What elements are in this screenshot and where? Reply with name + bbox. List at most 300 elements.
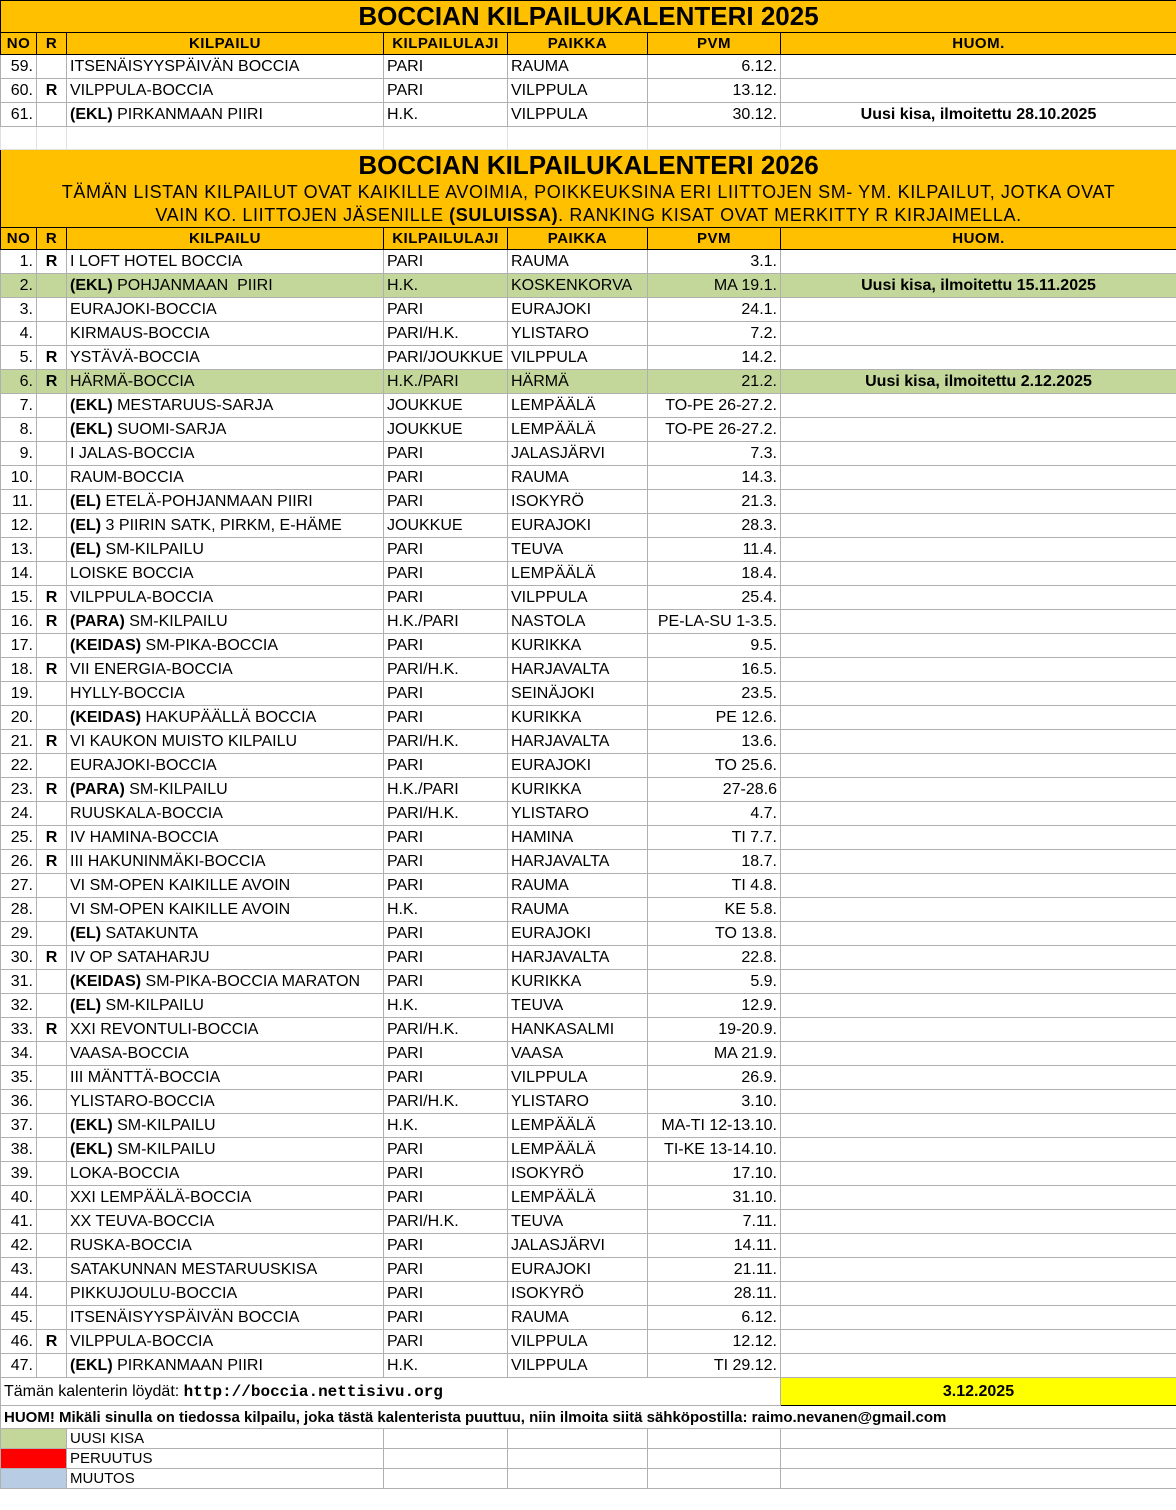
competition-type: PARI/H.K.	[384, 730, 508, 754]
table-row	[1, 346, 1176, 370]
remark	[781, 682, 1176, 706]
row-number: 1.	[1, 250, 37, 274]
competition-title: RAUM-BOCCIA	[70, 468, 184, 486]
competition-title: RUSKA-BOCCIA	[70, 1236, 192, 1254]
competition-type: PARI	[384, 55, 508, 79]
competition-date: TO 25.6.	[648, 754, 781, 778]
remark	[781, 1042, 1176, 1066]
table-row	[1, 490, 1176, 514]
table-row	[1, 1210, 1176, 1234]
subtitle-line-2b: (SULUISSA)	[449, 205, 559, 225]
row-number: 35.	[1, 1066, 37, 1090]
calendar-url-link[interactable]: http://boccia.nettisivu.org	[183, 1382, 443, 1401]
competition-date: 21.3.	[648, 490, 781, 514]
venue: ISOKYRÖ	[508, 490, 648, 514]
competition-title: PIRKANMAAN PIIRI	[112, 1356, 263, 1374]
venue: RAUMA	[508, 898, 648, 922]
competition-date: 18.4.	[648, 562, 781, 586]
table-row	[1, 55, 1176, 79]
col-header-r: R	[37, 33, 67, 55]
table-row	[1, 682, 1176, 706]
competition-type: PARI/H.K.	[384, 1210, 508, 1234]
row-number: 60.	[1, 79, 37, 103]
table-row	[1, 1042, 1176, 1066]
federation-prefix: (KEIDAS)	[70, 972, 142, 990]
table-row	[1, 874, 1176, 898]
competition-title: I JALAS-BOCCIA	[70, 444, 195, 462]
title-2025: BOCCIAN KILPAILUKALENTERI 2025	[1, 1, 1176, 33]
venue: KURIKKA	[508, 778, 648, 802]
remark: Uusi kisa, ilmoitettu 28.10.2025	[781, 103, 1176, 127]
competition-type: PARI	[384, 922, 508, 946]
row-number: 3.	[1, 298, 37, 322]
competition-name	[67, 1066, 384, 1090]
competition-title: SUOMI-SARJA	[112, 420, 227, 438]
remark	[781, 634, 1176, 658]
competition-type: PARI/H.K.	[384, 658, 508, 682]
competition-name	[67, 1162, 384, 1186]
row-number: 9.	[1, 442, 37, 466]
competition-title: SM-KILPAILU	[112, 1140, 216, 1158]
ranking-mark	[37, 706, 67, 730]
competition-name	[67, 514, 384, 538]
competition-title: SM-KILPAILU	[124, 780, 228, 798]
competition-title: 3 PIIRIN SATK, PIRKM, E-HÄME	[101, 516, 342, 534]
competition-type: PARI/JOUKKUE	[384, 346, 508, 370]
competition-date: TI 7.7.	[648, 826, 781, 850]
competition-type: PARI	[384, 1162, 508, 1186]
competition-name	[67, 898, 384, 922]
remark	[781, 1234, 1176, 1258]
ranking-mark	[37, 1090, 67, 1114]
ranking-mark	[37, 1210, 67, 1234]
table-row	[1, 586, 1176, 610]
venue: KOSKENKORVA	[508, 274, 648, 298]
competition-title: ITSENÄISYYSPÄIVÄN BOCCIA	[70, 1308, 300, 1326]
competition-name	[67, 1090, 384, 1114]
remark	[781, 55, 1176, 79]
remark	[781, 298, 1176, 322]
venue: VILPPULA	[508, 103, 648, 127]
venue: VILPPULA	[508, 346, 648, 370]
venue: ISOKYRÖ	[508, 1282, 648, 1306]
competition-name	[67, 634, 384, 658]
competition-title: VILPPULA-BOCCIA	[70, 588, 214, 606]
competition-type: PARI	[384, 1066, 508, 1090]
remark	[781, 1306, 1176, 1330]
venue: ISOKYRÖ	[508, 1162, 648, 1186]
competition-name	[67, 1258, 384, 1282]
venue: KURIKKA	[508, 970, 648, 994]
row-number: 25.	[1, 826, 37, 850]
col-header-paikka: PAIKKA	[508, 33, 648, 55]
row-number: 32.	[1, 994, 37, 1018]
venue: RAUMA	[508, 55, 648, 79]
remark	[781, 1186, 1176, 1210]
ranking-mark	[37, 1114, 67, 1138]
competition-name	[67, 970, 384, 994]
remark	[781, 802, 1176, 826]
remark	[781, 1282, 1176, 1306]
remark	[781, 466, 1176, 490]
federation-prefix: (EKL)	[70, 396, 113, 414]
row-number: 2.	[1, 274, 37, 298]
footer-row	[1, 1378, 1176, 1406]
row-number: 31.	[1, 970, 37, 994]
competition-date: 6.12.	[648, 55, 781, 79]
row-number: 19.	[1, 682, 37, 706]
competition-title: SM-KILPAILU	[101, 996, 204, 1014]
ranking-mark	[37, 1066, 67, 1090]
ranking-mark	[37, 394, 67, 418]
competition-type: H.K.	[384, 898, 508, 922]
remark	[781, 1330, 1176, 1354]
competition-type: H.K.	[384, 1354, 508, 1378]
ranking-mark	[37, 1186, 67, 1210]
venue: HAMINA	[508, 826, 648, 850]
ranking-mark: R	[37, 826, 67, 850]
competition-name	[67, 874, 384, 898]
table-row	[1, 922, 1176, 946]
ranking-mark	[37, 898, 67, 922]
legend-swatch-new	[1, 1429, 67, 1449]
competition-name	[67, 538, 384, 562]
row-number: 61.	[1, 103, 37, 127]
competition-name	[67, 55, 384, 79]
competition-type: PARI/H.K.	[384, 1090, 508, 1114]
competition-title: III HAKUNINMÄKI-BOCCIA	[70, 852, 266, 870]
competition-date: PE-LA-SU 1-3.5.	[648, 610, 781, 634]
row-number: 36.	[1, 1090, 37, 1114]
row-number: 42.	[1, 1234, 37, 1258]
competition-type: PARI	[384, 874, 508, 898]
row-number: 37.	[1, 1114, 37, 1138]
missing-competition-note: HUOM! Mikäli sinulla on tiedossa kilpailu, joka tästä kalenterista puuttuu, niin ilmoita siitä sähköpostilla: raimo.nevanen@gmail.com	[1, 1406, 1176, 1429]
ranking-mark	[37, 298, 67, 322]
competition-title: RUUSKALA-BOCCIA	[70, 804, 223, 822]
legend-label-new: UUSI KISA	[67, 1429, 384, 1449]
remark: Uusi kisa, ilmoitettu 15.11.2025	[781, 274, 1176, 298]
competition-name	[67, 946, 384, 970]
legend-row-cancel	[1, 1449, 1176, 1469]
remark	[781, 778, 1176, 802]
remark: Uusi kisa, ilmoitettu 2.12.2025	[781, 370, 1176, 394]
row-number: 20.	[1, 706, 37, 730]
competition-date: 7.3.	[648, 442, 781, 466]
competition-date: 12.9.	[648, 994, 781, 1018]
competition-type: PARI	[384, 1138, 508, 1162]
competition-type: PARI	[384, 562, 508, 586]
competition-date: MA 19.1.	[648, 274, 781, 298]
ranking-mark	[37, 1138, 67, 1162]
row-number: 16.	[1, 610, 37, 634]
competition-title: HYLLY-BOCCIA	[70, 684, 185, 702]
competition-date: 14.2.	[648, 346, 781, 370]
table-row	[1, 1234, 1176, 1258]
venue: LEMPÄÄLÄ	[508, 1138, 648, 1162]
competition-type: PARI	[384, 1306, 508, 1330]
competition-date: 14.3.	[648, 466, 781, 490]
competition-date: TI 29.12.	[648, 1354, 781, 1378]
competition-type: PARI	[384, 298, 508, 322]
competition-type: H.K./PARI	[384, 778, 508, 802]
ranking-mark: R	[37, 850, 67, 874]
competition-type: JOUKKUE	[384, 418, 508, 442]
competition-title: I LOFT HOTEL BOCCIA	[70, 252, 243, 270]
competition-date: 3.10.	[648, 1090, 781, 1114]
competition-title: ITSENÄISYYSPÄIVÄN BOCCIA	[70, 57, 300, 75]
table-row	[1, 1306, 1176, 1330]
venue: VILPPULA	[508, 1354, 648, 1378]
competition-date: 7.2.	[648, 322, 781, 346]
competition-type: PARI	[384, 466, 508, 490]
competition-title: VAASA-BOCCIA	[70, 1044, 189, 1062]
row-number: 6.	[1, 370, 37, 394]
subtitle-line-2c: . RANKING KISAT OVAT MERKITTY R KIRJAIMELLA.	[558, 205, 1022, 225]
venue: TEUVA	[508, 1210, 648, 1234]
competition-title: HÄRMÄ-BOCCIA	[70, 372, 195, 390]
table-row	[1, 250, 1176, 274]
table-row	[1, 79, 1176, 103]
table-row	[1, 1186, 1176, 1210]
ranking-mark	[37, 1354, 67, 1378]
row-number: 15.	[1, 586, 37, 610]
ranking-mark: R	[37, 250, 67, 274]
col-header-kilpailu: KILPAILU	[67, 33, 384, 55]
venue: LEMPÄÄLÄ	[508, 1114, 648, 1138]
row-number: 7.	[1, 394, 37, 418]
competition-name	[67, 490, 384, 514]
competition-name	[67, 922, 384, 946]
ranking-mark	[37, 103, 67, 127]
remark	[781, 1258, 1176, 1282]
venue: TEUVA	[508, 538, 648, 562]
competition-title: VILPPULA-BOCCIA	[70, 1332, 214, 1350]
table-row	[1, 826, 1176, 850]
competition-name	[67, 322, 384, 346]
competition-date: 4.7.	[648, 802, 781, 826]
table-row	[1, 418, 1176, 442]
competition-title: III MÄNTTÄ-BOCCIA	[70, 1068, 221, 1086]
table-row	[1, 103, 1176, 127]
legend-row-new	[1, 1429, 1176, 1449]
competition-title: VI SM-OPEN KAIKILLE AVOIN	[70, 900, 291, 918]
ranking-mark	[37, 970, 67, 994]
competition-name	[67, 418, 384, 442]
competition-date: TO-PE 26-27.2.	[648, 418, 781, 442]
competition-name	[67, 778, 384, 802]
federation-prefix: (EKL)	[70, 1356, 113, 1374]
ranking-mark	[37, 634, 67, 658]
remark	[781, 442, 1176, 466]
remark	[781, 1018, 1176, 1042]
ranking-mark	[37, 1162, 67, 1186]
remark	[781, 250, 1176, 274]
competition-title: XX TEUVA-BOCCIA	[70, 1212, 215, 1230]
venue: EURAJOKI	[508, 1258, 648, 1282]
venue: KURIKKA	[508, 634, 648, 658]
venue: VAASA	[508, 1042, 648, 1066]
row-number: 12.	[1, 514, 37, 538]
ranking-mark: R	[37, 346, 67, 370]
table-row	[1, 322, 1176, 346]
row-number: 17.	[1, 634, 37, 658]
competition-date: 18.7.	[648, 850, 781, 874]
ranking-mark	[37, 418, 67, 442]
competition-type: H.K.	[384, 1114, 508, 1138]
table-row	[1, 1354, 1176, 1378]
competition-title: ETELÄ-POHJANMAAN PIIRI	[101, 492, 313, 510]
remark	[781, 562, 1176, 586]
remark	[781, 538, 1176, 562]
competition-type: H.K./PARI	[384, 370, 508, 394]
competition-name	[67, 658, 384, 682]
competition-date: 22.8.	[648, 946, 781, 970]
competition-date: TI-KE 13-14.10.	[648, 1138, 781, 1162]
remark	[781, 514, 1176, 538]
remark	[781, 874, 1176, 898]
competition-type: JOUKKUE	[384, 394, 508, 418]
table-row	[1, 898, 1176, 922]
competition-type: JOUKKUE	[384, 514, 508, 538]
table-row	[1, 466, 1176, 490]
col-header-paikka: PAIKKA	[508, 228, 648, 250]
remark	[781, 1162, 1176, 1186]
competition-title: XXI LEMPÄÄLÄ-BOCCIA	[70, 1188, 252, 1206]
competition-name	[67, 103, 384, 127]
row-number: 45.	[1, 1306, 37, 1330]
competition-name	[67, 1186, 384, 1210]
found-label: Tämän kalenterin löydät:	[4, 1382, 184, 1400]
competition-title: SM-PIKA-BOCCIA MARATON	[141, 972, 361, 990]
venue: RAUMA	[508, 466, 648, 490]
competition-name	[67, 274, 384, 298]
ranking-mark	[37, 562, 67, 586]
venue: EURAJOKI	[508, 514, 648, 538]
table-row	[1, 1018, 1176, 1042]
competition-name	[67, 1210, 384, 1234]
venue: LEMPÄÄLÄ	[508, 418, 648, 442]
competition-title: VI KAUKON MUISTO KILPAILU	[70, 732, 298, 750]
ranking-mark	[37, 1282, 67, 1306]
remark	[781, 1114, 1176, 1138]
footer-link-cell	[1, 1378, 781, 1406]
competition-type: PARI	[384, 970, 508, 994]
ranking-mark	[37, 1042, 67, 1066]
ranking-mark	[37, 1306, 67, 1330]
competition-date: 30.12.	[648, 103, 781, 127]
competition-name	[67, 730, 384, 754]
federation-prefix: (EL)	[70, 996, 102, 1014]
competition-type: PARI	[384, 946, 508, 970]
row-number: 40.	[1, 1186, 37, 1210]
venue: RAUMA	[508, 1306, 648, 1330]
table-row	[1, 298, 1176, 322]
competition-type: PARI/H.K.	[384, 802, 508, 826]
competition-date: 6.12.	[648, 1306, 781, 1330]
competition-title: EURAJOKI-BOCCIA	[70, 756, 217, 774]
remark	[781, 826, 1176, 850]
remark	[781, 1066, 1176, 1090]
remark	[781, 730, 1176, 754]
competition-type: H.K.	[384, 103, 508, 127]
remark	[781, 1354, 1176, 1378]
competition-date: 9.5.	[648, 634, 781, 658]
table-row	[1, 1138, 1176, 1162]
col-header-huom: HUOM.	[781, 228, 1176, 250]
col-header-pvm: PVM	[648, 33, 781, 55]
competition-title: YLISTARO-BOCCIA	[70, 1092, 215, 1110]
competition-date: 25.4.	[648, 586, 781, 610]
competition-type: PARI	[384, 850, 508, 874]
ranking-mark	[37, 490, 67, 514]
competition-title: EURAJOKI-BOCCIA	[70, 300, 217, 318]
venue: HARJAVALTA	[508, 946, 648, 970]
venue: VILPPULA	[508, 1330, 648, 1354]
title-2026: BOCCIAN KILPAILUKALENTERI 2026	[1, 150, 1176, 182]
col-header-huom: HUOM.	[781, 33, 1176, 55]
remark	[781, 898, 1176, 922]
competition-title: IV OP SATAHARJU	[70, 948, 210, 966]
table-row	[1, 1258, 1176, 1282]
competition-title: SM-PIKA-BOCCIA	[141, 636, 279, 654]
competition-name	[67, 1018, 384, 1042]
competition-type: PARI	[384, 754, 508, 778]
header-row-2026	[1, 228, 1176, 250]
ranking-mark	[37, 802, 67, 826]
competition-name	[67, 1330, 384, 1354]
competition-title: SM-KILPAILU	[112, 1116, 216, 1134]
venue: VILPPULA	[508, 586, 648, 610]
competition-title: VI SM-OPEN KAIKILLE AVOIN	[70, 876, 291, 894]
ranking-mark: R	[37, 1330, 67, 1354]
row-number: 30.	[1, 946, 37, 970]
federation-prefix: (EKL)	[70, 1116, 113, 1134]
subtitle-2026	[1, 181, 1176, 228]
competition-title: PIRKANMAAN PIIRI	[112, 105, 263, 123]
ranking-mark	[37, 874, 67, 898]
venue: HARJAVALTA	[508, 850, 648, 874]
competition-name	[67, 706, 384, 730]
competition-type: PARI	[384, 79, 508, 103]
remark	[781, 79, 1176, 103]
competition-type: PARI	[384, 250, 508, 274]
competition-date: KE 5.8.	[648, 898, 781, 922]
competition-type: PARI	[384, 1042, 508, 1066]
venue: YLISTARO	[508, 1090, 648, 1114]
competition-title: PIKKUJOULU-BOCCIA	[70, 1284, 238, 1302]
table-row	[1, 730, 1176, 754]
venue: YLISTARO	[508, 802, 648, 826]
competition-title: SM-KILPAILU	[101, 540, 204, 558]
row-number: 39.	[1, 1162, 37, 1186]
competition-date: 7.11.	[648, 1210, 781, 1234]
venue: HARJAVALTA	[508, 658, 648, 682]
remark	[781, 922, 1176, 946]
table-row	[1, 1282, 1176, 1306]
competition-title: VII ENERGIA-BOCCIA	[70, 660, 233, 678]
table-row	[1, 1090, 1176, 1114]
table-row	[1, 706, 1176, 730]
remark	[781, 346, 1176, 370]
row-number: 18.	[1, 658, 37, 682]
venue: HÄRMÄ	[508, 370, 648, 394]
competition-type: PARI	[384, 826, 508, 850]
ranking-mark: R	[37, 778, 67, 802]
federation-prefix: (EL)	[70, 492, 102, 510]
competition-name	[67, 850, 384, 874]
legend-row-change	[1, 1469, 1176, 1489]
